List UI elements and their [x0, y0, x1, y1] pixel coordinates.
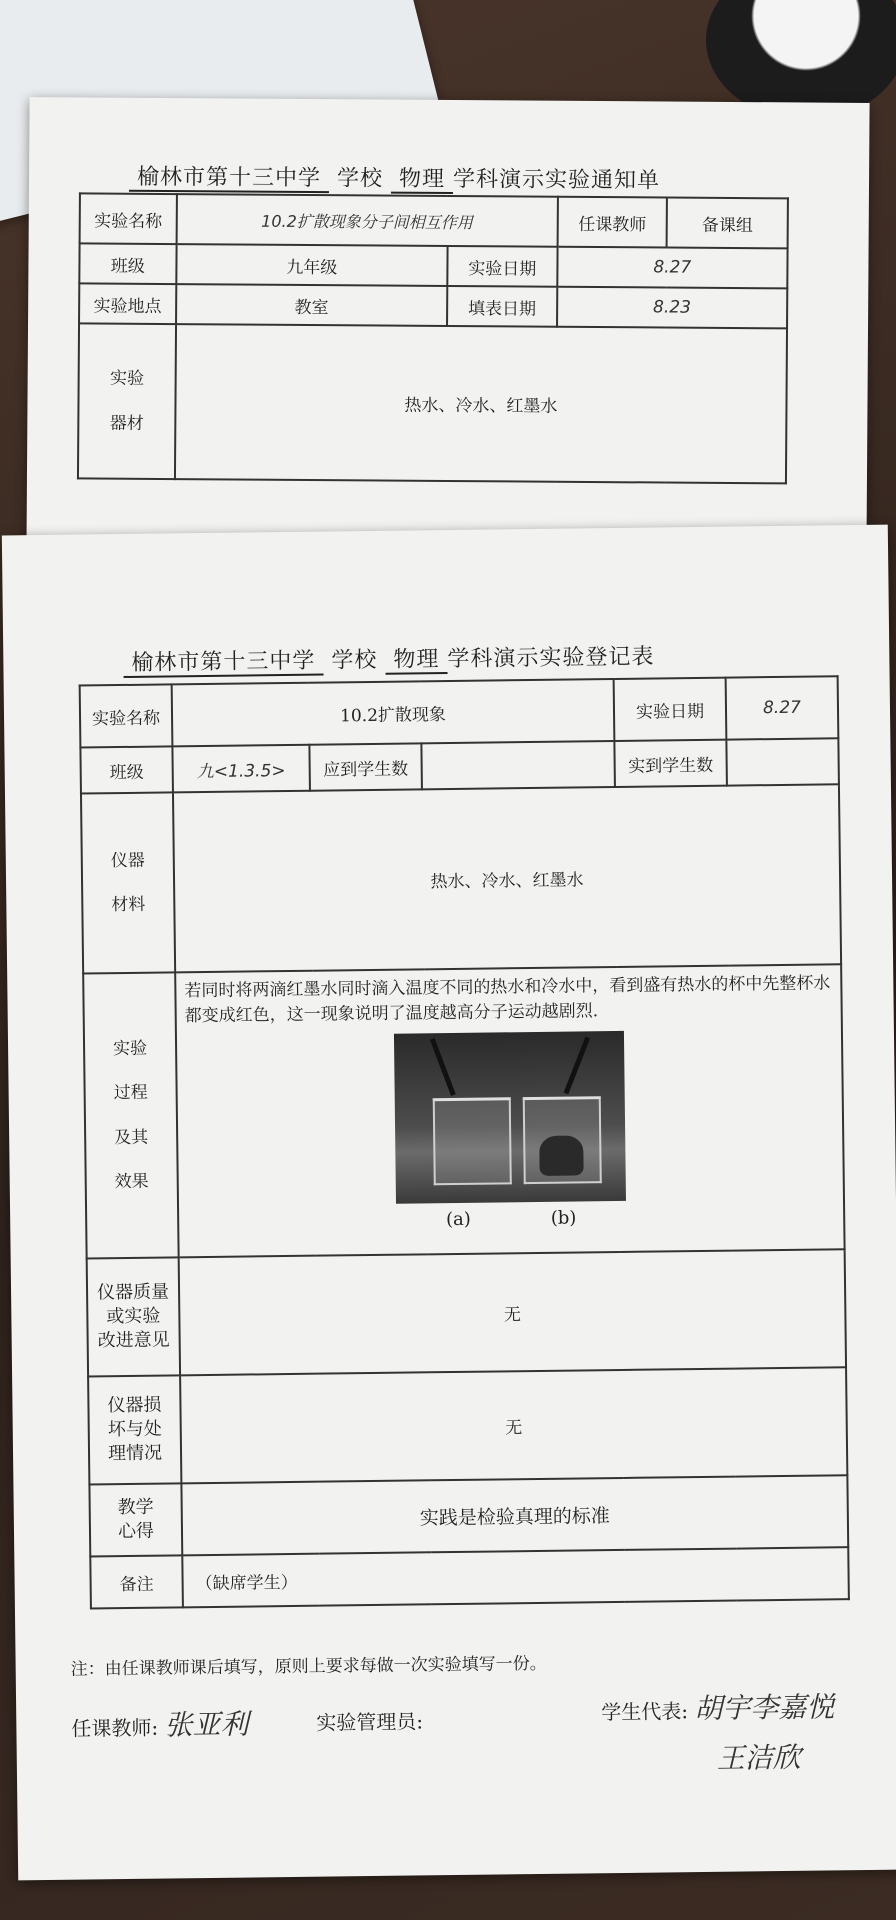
student-signature-2: 王洁欣	[716, 1740, 802, 1775]
reg-class-value: 九<1.3.5>	[172, 745, 310, 793]
exp-name-value: 10.2扩散现象分子间相互作用	[176, 194, 557, 247]
class-value: 九年级	[176, 244, 447, 286]
manager-label: 实验管理员:	[316, 1709, 424, 1735]
quality-label-line2: 或实验	[106, 1305, 161, 1328]
process-cell	[175, 964, 844, 1257]
group-label: 备课组	[667, 198, 788, 249]
teacher-signature: 张亚利	[164, 1707, 249, 1742]
register-title-subject: 物理	[385, 647, 447, 675]
process-text: 若同时将两滴红墨水同时滴入温度不同的热水和冷水中，看到盛有热水的杯中先整杯水都变成红色，这一现象说明了温度越高分子运动越剧烈.	[184, 973, 831, 1026]
quality-value: 无	[179, 1249, 846, 1375]
insight-value: 实践是检验真理的标准	[181, 1475, 848, 1555]
quality-label	[87, 1257, 180, 1376]
reg-date-label: 实验日期	[614, 678, 727, 741]
student-sign-line	[601, 1685, 835, 1728]
dropper-b	[564, 1037, 590, 1095]
notice-title-mid: 学校	[336, 166, 384, 192]
notice-table	[77, 192, 789, 484]
beaker-a	[433, 1098, 512, 1186]
quality-label-line3: 改进意见	[97, 1329, 170, 1352]
register-title-mid: 学校	[331, 647, 378, 674]
process-label-line2: 过程	[113, 1083, 148, 1104]
dropper-a	[430, 1038, 456, 1096]
damage-value: 无	[180, 1367, 847, 1483]
date-value: 8.27	[557, 247, 788, 289]
process-label-line1: 实验	[112, 1038, 148, 1060]
remark-label: 备注	[90, 1555, 183, 1608]
materials-label-line2: 器材	[109, 413, 144, 434]
teacher-sign-line	[71, 1703, 249, 1745]
reg-materials-value: 热水、冷水、红墨水	[173, 784, 841, 972]
student-signature-1: 胡宇李嘉悦	[694, 1690, 835, 1726]
student-sign-line-2	[717, 1736, 801, 1777]
diffusion-photo	[394, 1031, 626, 1204]
damage-label	[88, 1375, 181, 1484]
insight-label-line1: 教学	[117, 1496, 154, 1518]
footer-note: 注：由任课教师课后填写，原则上要求每做一次实验填写一份。	[70, 1653, 547, 1680]
place-label: 实验地点	[79, 283, 176, 324]
notice-title	[129, 160, 660, 195]
caption-a: (a)	[445, 1209, 471, 1231]
reg-date-value: 8.27	[726, 676, 839, 739]
notice-title-rest: 学科演示实验通知单	[453, 167, 661, 194]
notice-title-subject: 物理	[391, 167, 453, 194]
materials-label-line1: 实验	[109, 368, 145, 390]
teacher-label: 任课教师:	[71, 1715, 159, 1741]
caption-b: (b)	[550, 1207, 577, 1230]
reg-materials-label-line1: 仪器	[110, 850, 145, 871]
photo-captions	[187, 1203, 835, 1237]
notice-sheet	[26, 97, 869, 563]
insight-label	[89, 1483, 182, 1556]
notice-title-school: 榆林市第十三中学	[129, 165, 329, 193]
date-label: 实验日期	[447, 246, 557, 287]
materials-value: 热水、冷水、红墨水	[175, 324, 787, 483]
register-title-school: 榆林市第十三中学	[123, 649, 323, 678]
materials-label	[78, 323, 176, 479]
expected-label: 应到学生数	[309, 743, 422, 790]
reg-materials-label	[81, 792, 175, 973]
teacher-label: 任课教师	[557, 197, 667, 248]
exp-name-label: 实验名称	[80, 193, 177, 244]
reg-exp-name-label: 实验名称	[80, 684, 173, 747]
damage-label-line2: 坏与处	[107, 1418, 162, 1441]
remark-value: （缺席学生）	[182, 1547, 849, 1607]
process-label	[83, 972, 178, 1258]
register-title-rest: 学科演示实验登记表	[447, 644, 655, 673]
reg-exp-name-value: 10.2扩散现象	[172, 679, 615, 746]
ink-cloud	[539, 1136, 583, 1177]
damage-label-line3: 理情况	[107, 1442, 163, 1465]
insight-label-line2: 心得	[117, 1520, 155, 1543]
register-table	[79, 675, 850, 1609]
register-title	[123, 639, 654, 676]
register-sheet	[2, 525, 896, 1881]
actual-label: 实到学生数	[614, 740, 727, 787]
student-label: 学生代表:	[601, 1699, 689, 1725]
expected-value	[421, 741, 615, 789]
fill-date-label: 填表日期	[447, 286, 557, 327]
actual-value	[726, 738, 839, 785]
place-value: 教室	[176, 284, 447, 326]
process-label-line3: 及其	[114, 1127, 149, 1148]
damage-label-line1: 仪器损	[107, 1394, 162, 1416]
fill-date-value: 8.23	[557, 287, 788, 329]
beaker-b	[523, 1096, 602, 1184]
class-label: 班级	[79, 243, 176, 284]
quality-label-line1: 仪器质量	[96, 1281, 170, 1303]
process-label-line4: 效果	[114, 1171, 149, 1192]
reg-class-label: 班级	[80, 746, 173, 793]
reg-materials-label-line2: 材料	[111, 894, 146, 916]
